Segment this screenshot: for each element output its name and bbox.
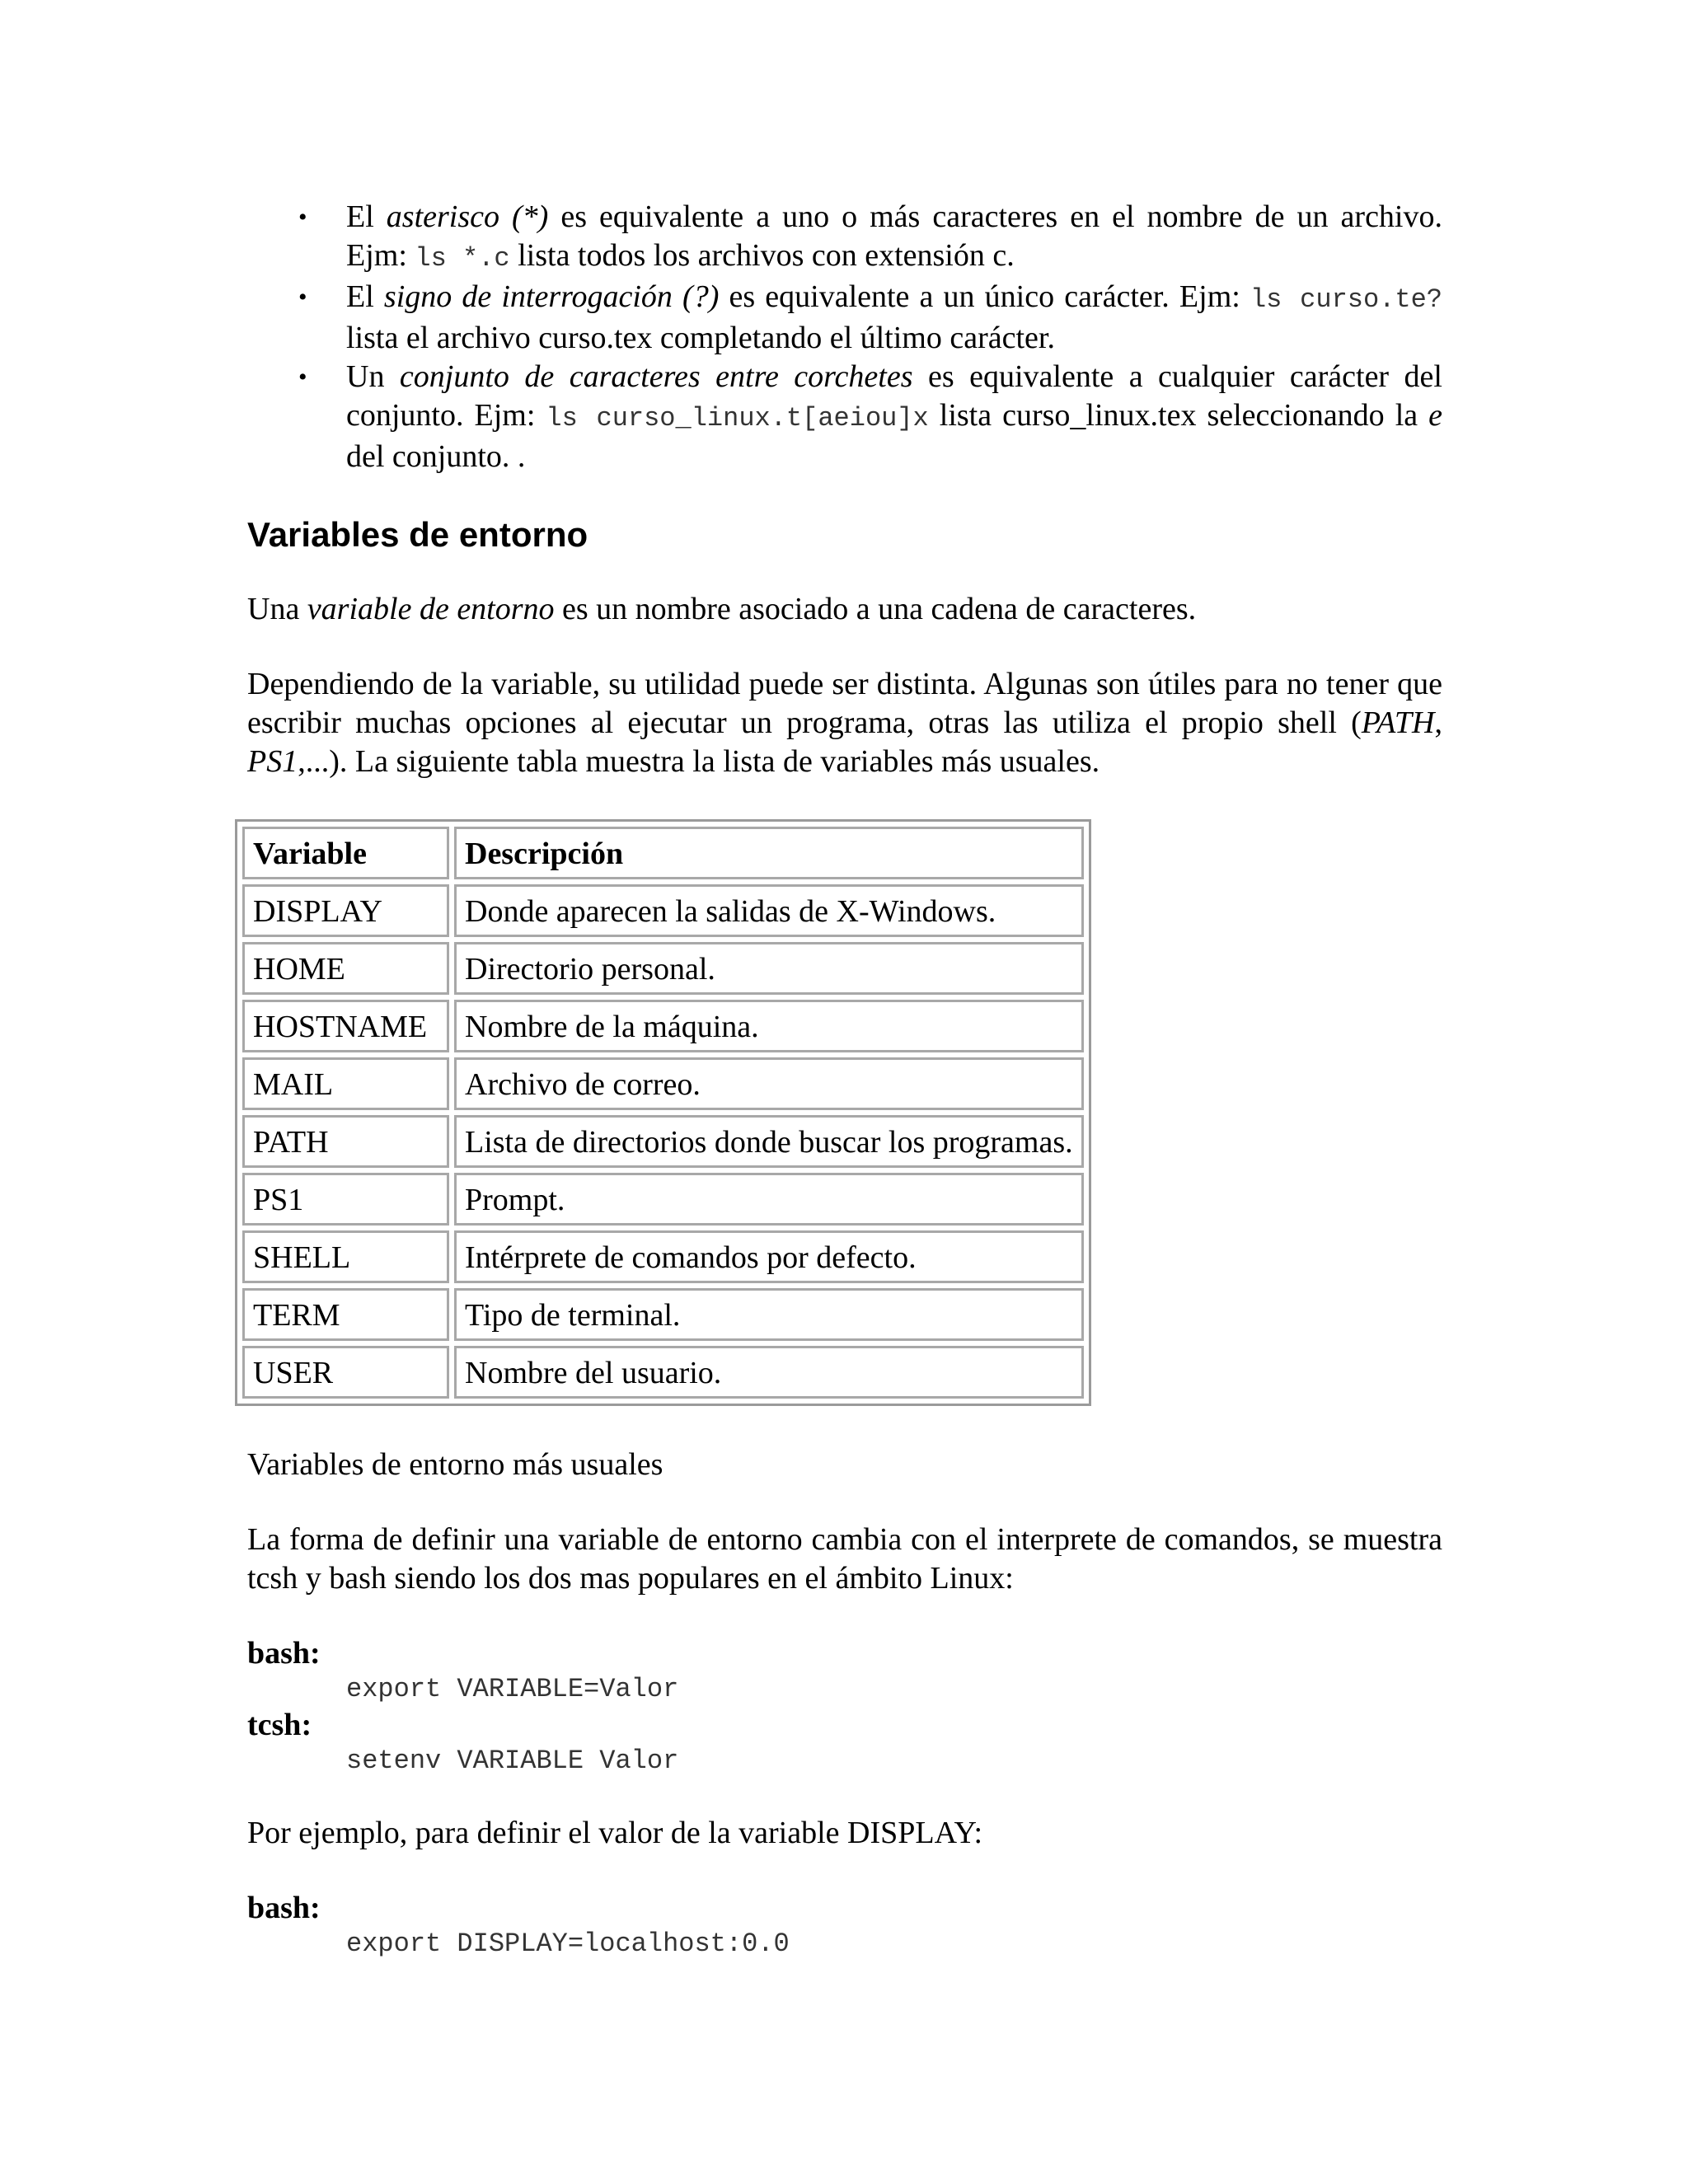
column-header-variable: Variable [242, 827, 449, 879]
command-line: export DISPLAY=localhost:0.0 [346, 1929, 790, 1959]
description-cell: Prompt. [454, 1173, 1084, 1226]
intro-paragraph: Una variable de entorno es un nombre asociado a una cadena de caracteres. [247, 592, 1197, 626]
table-row [242, 1288, 1084, 1341]
variable-cell: USER [242, 1346, 449, 1399]
description-cell: Lista de directorios donde buscar los programas. [454, 1115, 1084, 1168]
description-cell: Nombre de la máquina. [454, 1000, 1084, 1052]
command-line: setenv VARIABLE Valor [346, 1746, 679, 1776]
table-caption: Variables de entorno más usuales [247, 1447, 663, 1482]
variable-cell: SHELL [242, 1230, 449, 1283]
table-row [242, 1346, 1084, 1399]
document-page [247, 198, 1442, 1961]
variable-cell: MAIL [242, 1057, 449, 1110]
definition-block [247, 1634, 1442, 1778]
variable-cell: PS1 [242, 1173, 449, 1226]
command-line: export VARIABLE=Valor [346, 1674, 679, 1704]
shell-label-tcsh: tcsh: [247, 1708, 312, 1742]
table-row [242, 1173, 1084, 1226]
description-paragraph: Dependiendo de la variable, su utilidad puede ser distinta. Algunas son útiles para no tener que escribir muchas opciones al ejecutar un programa, otras las utiliza el propio shell (PATH, PS1,...). La siguiente tabla muestra la lista de variables más usuales. [247, 667, 1442, 779]
code-snippet: ls curso.te? [1250, 284, 1442, 315]
table-row [242, 942, 1084, 995]
variable-cell: DISPLAY [242, 884, 449, 937]
variable-cell: PATH [242, 1115, 449, 1168]
description-cell: Donde aparecen la salidas de X-Windows. [454, 884, 1084, 937]
bullet-icon: • [298, 204, 307, 231]
wildcard-list [247, 198, 1442, 476]
description-cell: Intérprete de comandos por defecto. [454, 1230, 1084, 1283]
variable-cell: TERM [242, 1288, 449, 1341]
table-row [242, 1115, 1084, 1168]
example-block [247, 1889, 1442, 1961]
code-snippet: ls *.c [415, 243, 510, 274]
example-paragraph: Por ejemplo, para definir el valor de la variable DISPLAY: [247, 1816, 983, 1850]
table-row [242, 1230, 1084, 1283]
table-row [242, 1057, 1084, 1110]
section-heading: Variables de entorno [247, 515, 588, 554]
table-header-row [242, 827, 1084, 879]
shell-label-bash: bash: [247, 1891, 321, 1925]
shell-paragraph: La forma de definir una variable de entorno cambia con el interprete de comandos, se muestra tcsh y bash siendo los dos mas populares en el ámbito Linux: [247, 1522, 1442, 1596]
bullet-icon: • [298, 284, 307, 311]
variable-cell: HOSTNAME [242, 1000, 449, 1052]
bullet-icon: • [298, 363, 307, 391]
shell-label-bash: bash: [247, 1636, 321, 1671]
code-snippet: ls curso_linux.t[aeiou]x [546, 403, 929, 434]
description-cell: Tipo de terminal. [454, 1288, 1084, 1341]
variable-cell: HOME [242, 942, 449, 995]
description-cell: Directorio personal. [454, 942, 1084, 995]
description-cell: Archivo de correo. [454, 1057, 1084, 1110]
list-item: • El asterisco (*) es equivalente a uno o más caracteres en el nombre de un archivo. Ejm: ls *.c lista todos los archivos con extensión c. [298, 199, 1442, 274]
list-item: • El signo de interrogación (?) es equivalente a un único carácter. Ejm: ls curso.te? lista el archivo curso.tex completando el último carácter. [298, 279, 1442, 355]
env-variables-table [235, 819, 1091, 1406]
description-cell: Nombre del usuario. [454, 1346, 1084, 1399]
table-row [242, 884, 1084, 937]
table-row [242, 1000, 1084, 1052]
list-item: • Un conjunto de caracteres entre corchetes es equivalente a cualquier carácter del conjunto. Ejm: ls curso_linux.t[aeiou]x lista curso_linux.tex seleccionando la e del conjunto. . [298, 359, 1442, 474]
column-header-description: Descripción [454, 827, 1084, 879]
